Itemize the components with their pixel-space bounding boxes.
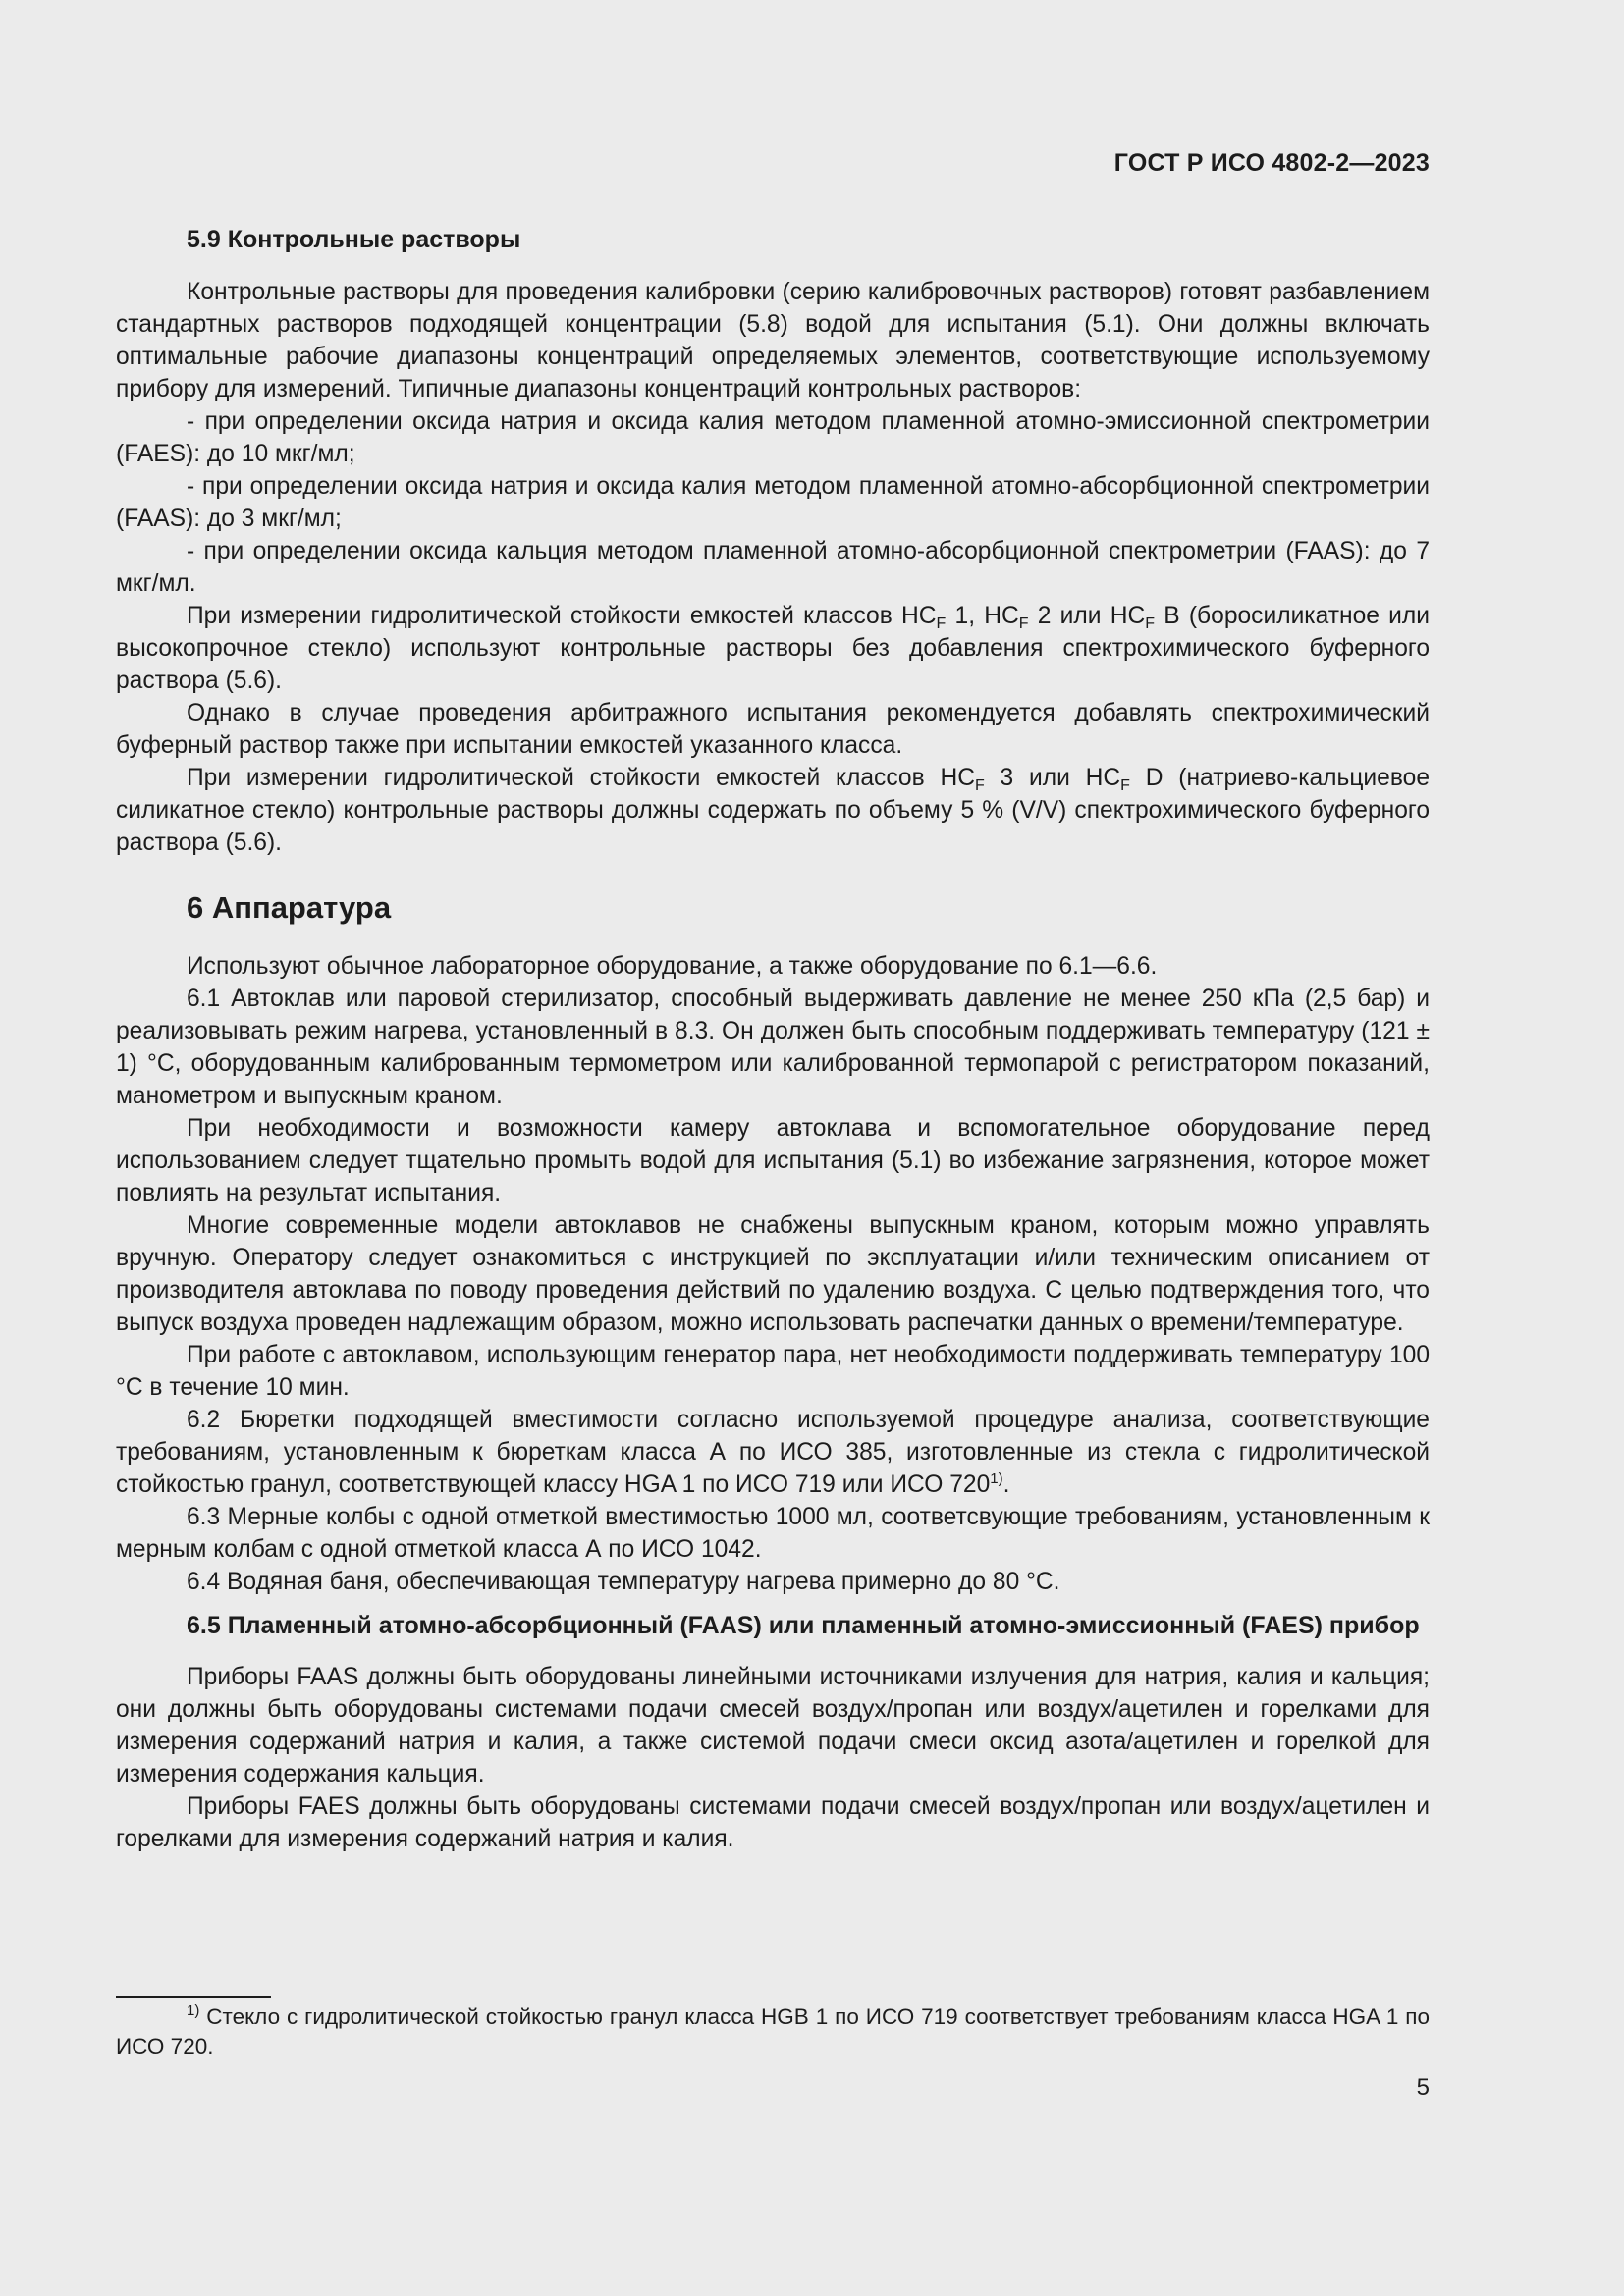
section-heading-5-9: 5.9 Контрольные растворы xyxy=(187,226,521,253)
paragraph: 6.2 Бюретки подходящей вместимости согласно используемой процедуре анализа, соответствующие требованиям, установленным к бюреткам класса А по ИСО 385, изготовленные из стекла с гидролитической стойкостью гранул, соответствующей классу HGA 1 по ИСО 719 или ИСО 720$^{1)}$. xyxy=(116,1407,1430,1498)
footnote-divider xyxy=(116,1996,271,1998)
document-header: ГОСТ Р ИСО 4802-2—2023 xyxy=(1113,149,1430,177)
section-heading-6-5: 6.5 Пламенный атомно-абсорбционный (FAAS) или пламенный атомно-эмиссионный (FAES) прибор xyxy=(187,1612,1420,1639)
paragraph: 6.4 Водяная баня, обеспечивающая температуру нагрева примерно до 80 °С. xyxy=(187,1569,1060,1595)
paragraph: При работе с автоклавом, использующим генератор пара, нет необходимости поддерживать температуру 100 °С в течение 10 мин. xyxy=(116,1342,1430,1401)
paragraph: Контрольные растворы для проведения калибровки (серию калибровочных растворов) готовят разбавлением стандартных растворов подходящей концентрации (5.8) водой для испытания (5.1). Они должны включать оптимальные рабочие диапазоны концентраций определяемых элементов, соответствующие используемому прибору для измерений. Типичные диапазоны концентраций контрольных растворов: xyxy=(116,279,1430,402)
page-number: 5 xyxy=(1416,2074,1430,2101)
paragraph: Однако в случае проведения арбитражного испытания рекомендуется добавлять спектрохимический буферный раствор также при испытании емкостей указанного класса. xyxy=(116,700,1430,759)
paragraph: При измерении гидролитической стойкости емкостей классов $НС_F$ 3 или $НС_F$ D (натриево-кальциевое силикатное стекло) контрольные растворы должны содержать по объему 5 % (V/V) спектрохимического буферного раствора (5.6). xyxy=(116,765,1430,856)
paragraph: При измерении гидролитической стойкости емкостей классов $НС_F$ 1, $НС_F$ 2 или $НС_F$ В (боросиликатное или высокопрочное стекло) используют контрольные растворы без добавления спектрохимического буферного раствора (5.6). xyxy=(116,603,1430,694)
paragraph: 6.1 Автоклав или паровой стерилизатор, способный выдерживать давление не менее 250 кПа (2,5 бар) и реализовывать режим нагрева, установленный в 8.3. Он должен быть способным поддерживать температуру (121 ± 1) °С, оборудованным калиброванным термометром или калиброванной термопарой с регистратором показаний, манометром и выпускным краном. xyxy=(116,986,1430,1109)
list-item: - при определении оксида кальция методом пламенной атомно-абсорбционной спектрометрии (FAAS): до 7 мкг/мл. xyxy=(116,538,1430,597)
footnote-text: Стекло с гидролитической стойкостью гранул класса HGB 1 по ИСО 719 соответствует требованиям класса HGA 1 по ИСО 720. xyxy=(116,2004,1430,2058)
footnote xyxy=(116,2002,1430,2061)
paragraph: При необходимости и возможности камеру автоклава и вспомогательное оборудование перед использованием следует тщательно промыть водой для испытания (5.1) во избежание загрязнения, которое может повлиять на результат испытания. xyxy=(116,1115,1430,1206)
footnote-ref: 1) xyxy=(990,1470,1003,1487)
paragraph: Многие современные модели автоклавов не снабжены выпускным краном, которым можно управлять вручную. Оператору следует ознакомиться с инструкцией по эксплуатации и/или техническим описанием от производителя автоклава по поводу проведения действий по удалению воздуха. С целью подтверждения того, что выпуск воздуха проведен надлежащим образом, можно использовать распечатки данных о времени/температуре. xyxy=(116,1212,1430,1336)
paragraph: 6.3 Мерные колбы с одной отметкой вместимостью 1000 мл, соответсвующие требованиям, установленным к мерным колбам с одной отметкой класса А по ИСО 1042. xyxy=(116,1504,1430,1563)
paragraph: Приборы FAAS должны быть оборудованы линейными источниками излучения для натрия, калия и кальция; они должны быть оборудованы системами подачи смесей воздух/пропан или воздух/ацетилен и горелками для измерения содержаний натрия и калия, а также системой подачи смеси оксид азота/ацетилен и горелкой для измерения содержания кальция. xyxy=(116,1664,1430,1788)
footnote-mark: 1) xyxy=(187,2002,200,2019)
list-item: - при определении оксида натрия и оксида калия методом пламенной атомно-абсорбционной спектрометрии (FAAS): до 3 мкг/мл; xyxy=(116,473,1430,532)
paragraph: Используют обычное лабораторное оборудование, а также оборудование по 6.1—6.6. xyxy=(187,953,1158,980)
list-item: - при определении оксида натрия и оксида калия методом пламенной атомно-эмиссионной спектрометрии (FAES): до 10 мкг/мл; xyxy=(116,408,1430,467)
page-content xyxy=(116,224,1430,1855)
chapter-heading-6: 6 Аппаратура xyxy=(187,890,392,925)
paragraph: Приборы FAES должны быть оборудованы системами подачи смесей воздух/пропан или воздух/ацетилен и горелками для измерения содержаний натрия и калия. xyxy=(116,1793,1430,1852)
